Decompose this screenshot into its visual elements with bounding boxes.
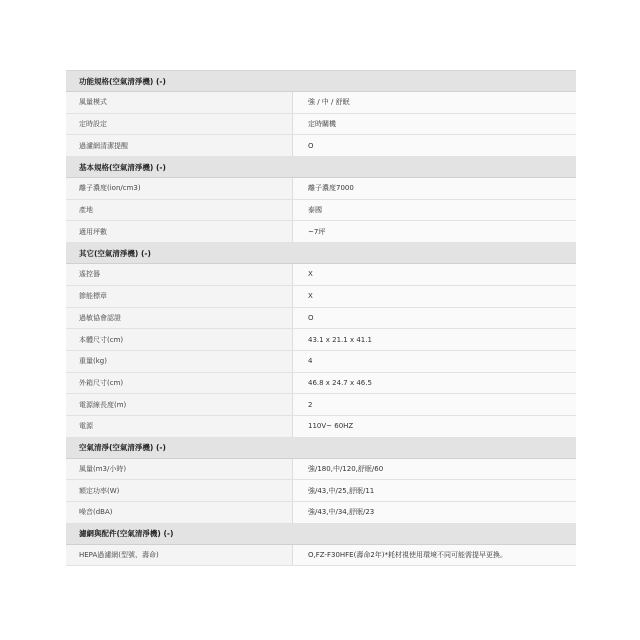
spec-row — [66, 373, 576, 395]
spec-row — [66, 351, 576, 373]
spec-label: 額定功率(W) — [66, 480, 293, 501]
spec-value: ~7坪 — [293, 221, 576, 242]
spec-label: 外箱尺寸(cm) — [66, 373, 293, 394]
spec-label: 重量(kg) — [66, 351, 293, 372]
spec-row — [66, 329, 576, 351]
spec-row — [66, 114, 576, 136]
spec-label: 定時設定 — [66, 114, 293, 135]
spec-row — [66, 308, 576, 330]
spec-value: O — [293, 135, 576, 156]
spec-label: 噪音(dBA) — [66, 502, 293, 523]
spec-row — [66, 178, 576, 200]
spec-value: 離子濃度7000 — [293, 178, 576, 199]
spec-value: 46.8 x 24.7 x 46.5 — [293, 373, 576, 394]
spec-row — [66, 394, 576, 416]
spec-value: 2 — [293, 394, 576, 415]
spec-label: 風量模式 — [66, 92, 293, 113]
section-header-air-purification: 空氣清淨(空氣清淨機) (-) — [66, 438, 576, 459]
spec-row — [66, 545, 576, 567]
spec-label: 離子濃度(ion/cm3) — [66, 178, 293, 199]
spec-row — [66, 459, 576, 481]
spec-row — [66, 286, 576, 308]
spec-value: 強/43,中/25,舒眠/11 — [293, 480, 576, 501]
spec-value: 強/43,中/34,舒眠/23 — [293, 502, 576, 523]
section-header-other-specs: 其它(空氣清淨機) (-) — [66, 243, 576, 264]
spec-value: 43.1 x 21.1 x 41.1 — [293, 329, 576, 350]
section-header-function-specs: 功能規格(空氣清淨機) (-) — [66, 71, 576, 92]
spec-label: 電源 — [66, 416, 293, 437]
spec-label: 本體尺寸(cm) — [66, 329, 293, 350]
spec-value: O — [293, 308, 576, 329]
spec-label: 風量(m3/小時) — [66, 459, 293, 480]
spec-label: 適用坪數 — [66, 221, 293, 242]
spec-label: HEPA過濾網(型號、壽命) — [66, 545, 293, 566]
spec-value: 110V~ 60HZ — [293, 416, 576, 437]
section-header-basic-specs: 基本規格(空氣清淨機) (-) — [66, 157, 576, 178]
spec-row — [66, 221, 576, 243]
spec-value: X — [293, 264, 576, 285]
spec-label: 遙控器 — [66, 264, 293, 285]
spec-value: 強/180,中/120,舒眠/60 — [293, 459, 576, 480]
spec-value: 強 / 中 / 舒眠 — [293, 92, 576, 113]
spec-label: 過濾網清潔提醒 — [66, 135, 293, 156]
section-header-filters-accessories: 濾網與配件(空氣清淨機) (-) — [66, 524, 576, 545]
spec-row — [66, 480, 576, 502]
spec-label: 產地 — [66, 200, 293, 221]
spec-row — [66, 200, 576, 222]
spec-label: 節能標章 — [66, 286, 293, 307]
spec-row — [66, 502, 576, 524]
spec-value: 泰國 — [293, 200, 576, 221]
spec-value: X — [293, 286, 576, 307]
spec-value: O,FZ-F30HFE(壽命2年)*耗材視使用環境不同可能需提早更換。 — [293, 545, 576, 566]
spec-label: 電源線長度(m) — [66, 394, 293, 415]
spec-row — [66, 135, 576, 157]
spec-value: 4 — [293, 351, 576, 372]
spec-label: 過敏協會認證 — [66, 308, 293, 329]
spec-row — [66, 92, 576, 114]
spec-table — [66, 70, 576, 566]
spec-row — [66, 264, 576, 286]
spec-value: 定時關機 — [293, 114, 576, 135]
spec-row — [66, 416, 576, 438]
